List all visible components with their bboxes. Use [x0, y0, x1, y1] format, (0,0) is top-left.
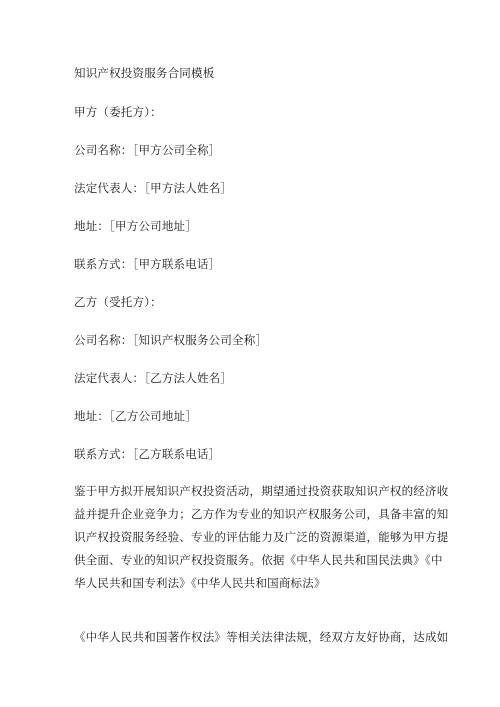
- preamble-line: 识产权投资服务经验、专业的评估能力及广泛的资源渠道，能够为甲方提: [74, 530, 449, 544]
- preamble-line: 供全面、专业的知识产权投资服务。依据《中华人民共和国民法典》《中: [74, 553, 443, 567]
- preamble-paragraph: [74, 480, 449, 595]
- party-a-company: 公司名称：［甲方公司全称］: [74, 143, 221, 157]
- party-a-heading: 甲方（委托方）：: [74, 105, 162, 119]
- preamble-line: 益并提升企业竞争力；乙方作为专业的知识产权服务公司，具备丰富的知: [74, 507, 449, 521]
- continuation-paragraph: 《中华人民共和国著作权法》等相关法律法规，经双方友好协商，达成如: [74, 630, 449, 644]
- document-title: 知识产权投资服务合同模板: [74, 66, 215, 80]
- party-b-representative: 法定代表人：［乙方法人姓名］: [74, 371, 233, 385]
- party-b-contact: 联系方式：［乙方联系电话］: [74, 447, 221, 461]
- preamble-line: 鉴于甲方拟开展知识产权投资活动，期望通过投资获取知识产权的经济收: [74, 484, 449, 498]
- party-b-address: 地址：［乙方公司地址］: [74, 409, 197, 423]
- preamble-line: 华人民共和国专利法》《中华人民共和国商标法》: [74, 576, 326, 590]
- party-a-address: 地址：［甲方公司地址］: [74, 219, 197, 233]
- party-b-company: 公司名称：［知识产权服务公司全称］: [74, 333, 268, 347]
- party-b-heading: 乙方（受托方）：: [74, 295, 162, 309]
- party-a-representative: 法定代表人：［甲方法人姓名］: [74, 181, 233, 195]
- party-a-contact: 联系方式：［甲方联系电话］: [74, 257, 221, 271]
